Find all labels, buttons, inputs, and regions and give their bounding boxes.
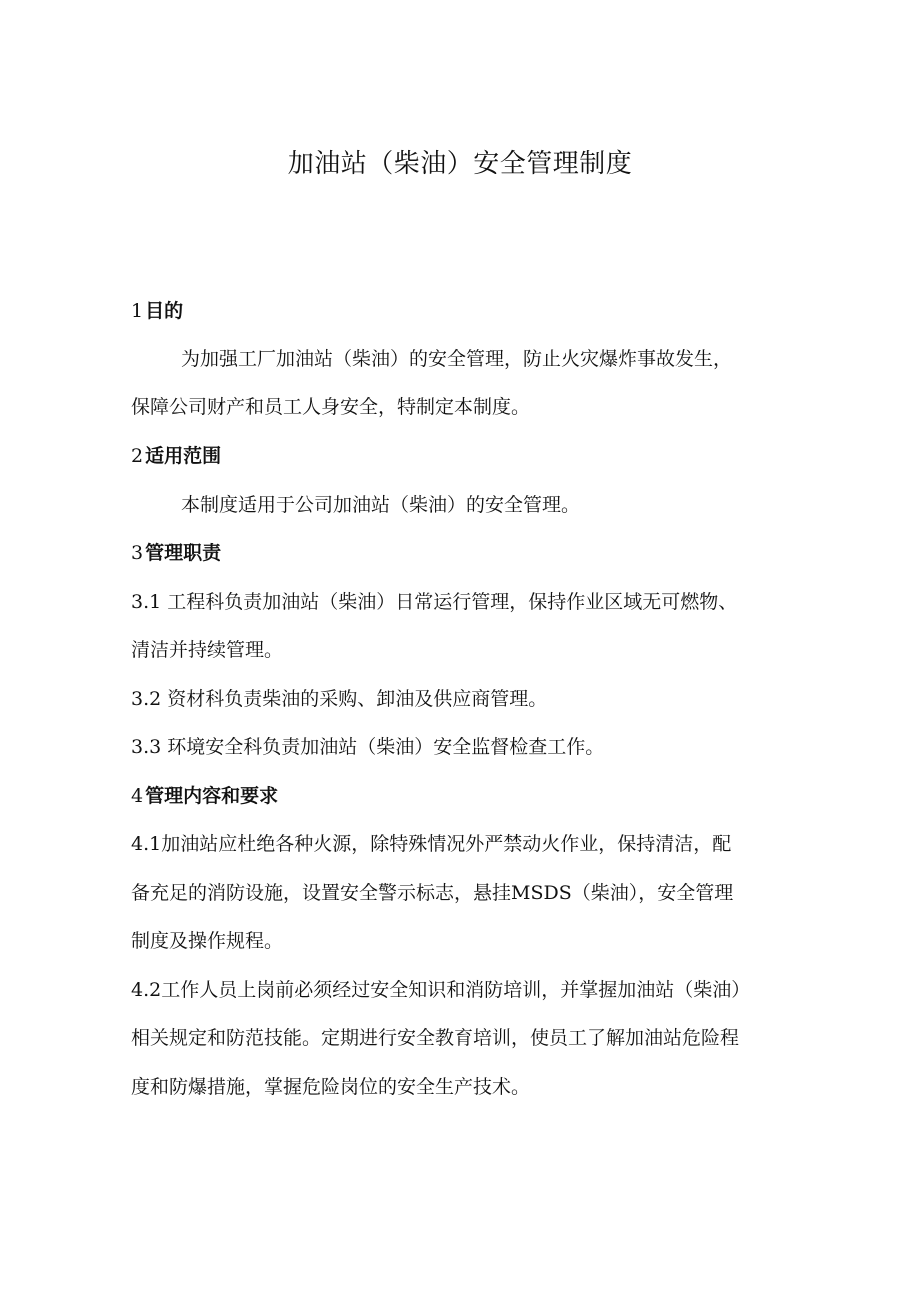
section-number: 4 — [131, 785, 144, 807]
section-title: 适用范围 — [145, 445, 222, 467]
section-heading — [131, 540, 831, 566]
paragraph-line: 度和防爆措施，掌握危险岗位的安全生产技术。 — [131, 1076, 531, 1098]
paragraph-line: 3.3 环境安全科负责加油站（柴油）安全监督检查工作。 — [131, 736, 605, 758]
document-title: 加油站（柴油）安全管理制度 — [287, 149, 633, 179]
paragraph-line: 保障公司财产和员工人身安全，特制定本制度。 — [131, 396, 531, 418]
paragraph-line: 4.2工作人员上岗前必须经过安全知识和消防培训，并掌握加油站（柴油） — [131, 979, 751, 1001]
paragraph-line: 3.2 资材科负责柴油的采购、卸油及供应商管理。 — [131, 688, 548, 710]
section-heading — [131, 783, 831, 809]
paragraph-line: 备充足的消防设施，设置安全警示标志，悬挂MSDS（柴油），安全管理 — [131, 882, 734, 904]
section-title: 目的 — [145, 300, 184, 322]
paragraph-line: 本制度适用于公司加油站（柴油）的安全管理。 — [181, 494, 581, 516]
section-title: 管理内容和要求 — [145, 785, 279, 807]
paragraph-line: 清洁并持续管理。 — [131, 639, 284, 661]
paragraph-line: 为加强工厂加油站（柴油）的安全管理，防止火灾爆炸事故发生， — [181, 348, 733, 370]
paragraph-line: 相关规定和防范技能。定期进行安全教育培训，使员工了解加油站危险程 — [131, 1027, 740, 1049]
section-heading — [131, 298, 831, 324]
section-number: 2 — [131, 445, 144, 467]
paragraph-line: 3.1 工程科负责加油站（柴油）日常运行管理，保持作业区域无可燃物、 — [131, 591, 738, 613]
paragraph-line: 制度及操作规程。 — [131, 930, 284, 952]
section-heading — [131, 443, 831, 469]
paragraph-line: 4.1加油站应杜绝各种火源，除特殊情况外严禁动火作业，保持清洁，配 — [131, 833, 732, 855]
section-number: 3 — [131, 542, 144, 564]
section-title: 管理职责 — [145, 542, 222, 564]
section-number: 1 — [131, 300, 144, 322]
